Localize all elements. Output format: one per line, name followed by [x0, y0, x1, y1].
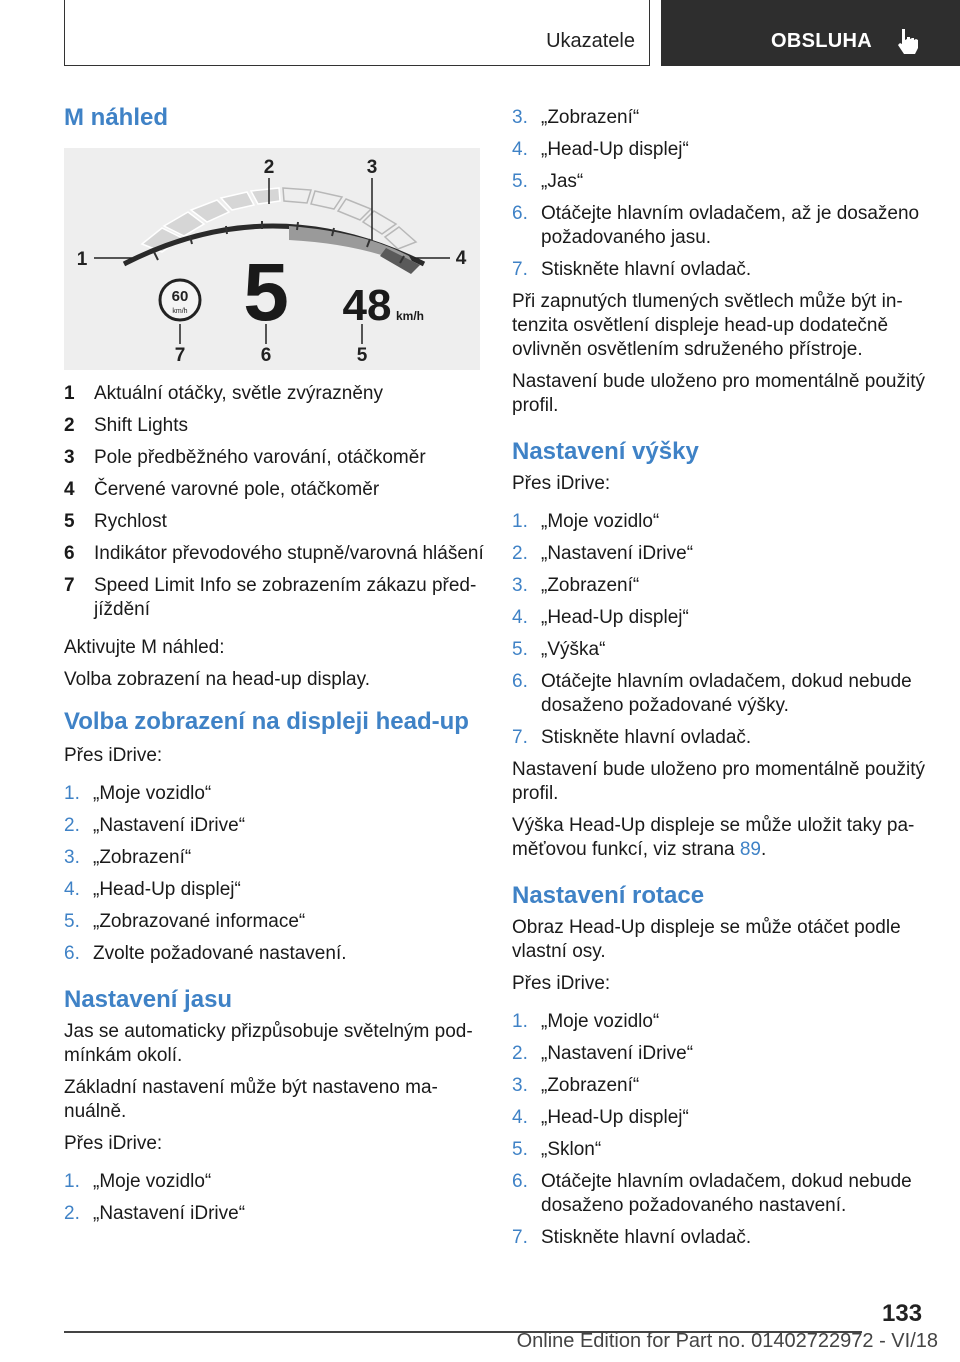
legend-item: 1 Aktuální otáčky, světle zvýrazněny	[64, 383, 383, 404]
list-item: 2. „Nastavení iDrive“	[512, 1043, 694, 1064]
list-item: 4. „Head-Up displej“	[512, 1107, 689, 1128]
heading-rotation: Nastavení rotace	[512, 882, 705, 909]
legend-item: 7 Speed Limit Info se zobrazením zákazu před‐jíždění	[64, 575, 477, 620]
activate-text: Aktivujte M náhled:	[64, 637, 225, 658]
list-item: 6. Otáčejte hlavním ovladačem, až je dosaženo požadovaného jasu.	[512, 203, 920, 248]
list-item: 3. „Zobrazení“	[512, 575, 640, 596]
header-section-title: Ukazatele	[546, 30, 635, 52]
callout-3: 3	[366, 157, 378, 178]
heading-display-selection: Volba zobrazení na displeji head-up	[64, 708, 469, 735]
callout-1: 1	[76, 249, 88, 270]
list-item: 3. „Zobrazení“	[64, 847, 192, 868]
speed-limit-value: 60	[171, 288, 189, 305]
callout-4: 4	[455, 248, 467, 269]
callout-7: 7	[174, 345, 186, 366]
speed-value: 48	[342, 281, 392, 330]
via-idrive: Přes iDrive:	[64, 1133, 163, 1154]
list-item: 2. „Nastavení iDrive“	[512, 543, 694, 564]
steps-brightness-cont	[512, 106, 932, 282]
heading-m-preview: M náhled	[64, 104, 169, 131]
list-item: 4. „Head-Up displej“	[64, 879, 241, 900]
hud-illustration	[64, 148, 480, 370]
list-item: 5. „Sklon“	[512, 1139, 602, 1160]
list-item: 6. Otáčejte hlavním ovladačem, dokud nebude dosaženo požadované výšky.	[512, 671, 912, 716]
list-item: 5. „Výška“	[512, 639, 606, 660]
legend-item: 3 Pole předběžného varování, otáčkoměr	[64, 447, 426, 468]
list-item: 4. „Head-Up displej“	[512, 607, 689, 628]
right-column	[512, 106, 932, 1258]
via-idrive: Přes iDrive:	[512, 473, 611, 494]
steps-rotation	[512, 1010, 932, 1250]
callout-6: 6	[260, 345, 272, 366]
height-memory-text: Výška Head-Up displeje se může uložit taky pa‐měťovou funkcí, viz strana 89.	[512, 815, 915, 860]
profile-saved-text: Nastavení bude uloženo pro momentálně použitý profil.	[512, 759, 925, 804]
header-chapter-box	[661, 0, 960, 66]
heading-brightness: Nastavení jasu	[64, 986, 233, 1013]
header-chapter-title: OBSLUHA	[771, 30, 872, 52]
legend-item: 4 Červené varovné pole, otáčkoměr	[64, 479, 380, 500]
page-link[interactable]: 89	[739, 839, 761, 860]
legend-item: 6 Indikátor převodového stupně/varovná hlášení	[64, 543, 484, 564]
list-item: 2. „Nastavení iDrive“	[64, 815, 246, 836]
hud-figure	[64, 148, 480, 370]
steps-brightness	[64, 1170, 484, 1226]
list-item: 2. „Nastavení iDrive“	[64, 1203, 246, 1224]
list-item: 1. „Moje vozidlo“	[64, 1171, 212, 1192]
activate-detail: Volba zobrazení na head-up display.	[64, 669, 370, 690]
list-item: 1. „Moje vozidlo“	[512, 1011, 660, 1032]
list-item: 3. „Zobrazení“	[512, 1075, 640, 1096]
list-item: 1. „Moje vozidlo“	[64, 783, 212, 804]
list-item: 7. Stiskněte hlavní ovladač.	[512, 1227, 752, 1248]
dimmed-lights-text: Při zapnutých tlumených světlech může být in‐tenzita osvětlení displeje head-up dodatečně ovlivněn osvětlením sdruženého přístroje.	[512, 291, 903, 360]
left-column	[64, 100, 484, 1234]
brightness-text-1: Jas se automaticky přizpůsobuje světelným pod‐mínkám okolí.	[64, 1021, 473, 1066]
callout-5: 5	[356, 345, 368, 366]
list-item: 6. Zvolte požadované nastavení.	[64, 943, 347, 964]
gear-indicator: 5	[243, 247, 289, 338]
profile-saved-text: Nastavení bude uloženo pro momentálně použitý profil.	[512, 371, 925, 416]
list-item: 5. „Zobrazované informace“	[64, 911, 306, 932]
steps-display	[64, 782, 484, 966]
brightness-text-2: Základní nastavení může být nastaveno ma‐nuálně.	[64, 1077, 438, 1122]
footer-edition: Online Edition for Part no. 01402722972 - VI/18	[516, 1330, 938, 1352]
page-number: 133	[882, 1300, 923, 1327]
legend-item: 2 Shift Lights	[64, 415, 188, 436]
legend-item: 5 Rychlost	[64, 511, 167, 532]
heading-height: Nastavení výšky	[512, 438, 699, 465]
shift-light-segments	[142, 188, 280, 252]
callout-2: 2	[263, 157, 275, 178]
list-item: 5. „Jas“	[512, 171, 584, 192]
list-item: 7. Stiskněte hlavní ovladač.	[512, 259, 752, 280]
header-section-box	[64, 0, 650, 66]
list-item: 3. „Zobrazení“	[512, 107, 640, 128]
rotation-text: Obraz Head-Up displeje se může otáčet podle vlastní osy.	[512, 917, 901, 962]
list-item: 6. Otáčejte hlavním ovladačem, dokud nebude dosaženo požadovaného nastavení.	[512, 1171, 912, 1216]
steps-height	[512, 510, 932, 750]
list-item: 7. Stiskněte hlavní ovladač.	[512, 727, 752, 748]
pointing-hand-icon	[893, 26, 923, 56]
speed-unit: km/h	[395, 309, 425, 323]
via-idrive: Přes iDrive:	[512, 973, 611, 994]
speed-limit-unit: km/h	[172, 308, 188, 315]
figure-legend	[64, 382, 484, 622]
list-item: 4. „Head-Up displej“	[512, 139, 689, 160]
via-idrive: Přes iDrive:	[64, 745, 163, 766]
list-item: 1. „Moje vozidlo“	[512, 511, 660, 532]
